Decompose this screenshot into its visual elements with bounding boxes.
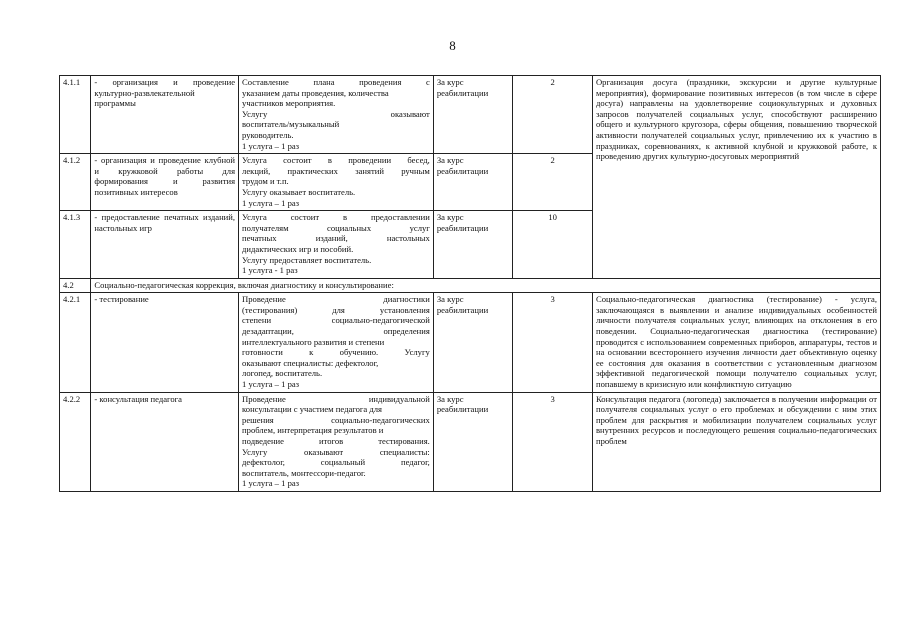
service-term: За курс реабилитации — [433, 154, 513, 211]
service-name: - организация и проведение клубной и кружковой работы для формирования и развития позитивных интересов — [91, 154, 239, 211]
row-number: 4.1.1 — [60, 76, 91, 154]
service-quantity: 10 — [513, 211, 593, 279]
section-title: Социально-педагогическая коррекция, включая диагностику и консультирование: — [91, 278, 881, 293]
table-row — [60, 392, 881, 491]
service-description: Составление плана проведения с указанием даты проведения, количества участников мероприятия. Услугу оказывают воспитатель/музыкальный руководитель. 1 услуга – 1 раз — [239, 76, 434, 154]
service-description: Услуга состоит в проведении бесед, лекций, практических занятий ручным трудом и т.п. Услугу оказывает воспитатель. 1 услуга – 1 раз — [239, 154, 434, 211]
service-name: - организация и проведение культурно-развлекательной программы — [91, 76, 239, 154]
service-name: - тестирование — [91, 293, 239, 392]
service-term: За курс реабилитации — [433, 76, 513, 154]
service-result: Организация досуга (праздники, экскурсии и другие культурные мероприятия), формирование позитивных интересов (в том числе в сфере досуга) направлены на удовлетворение социокультурных и духовных запросов получателей социальных услуг, способствуют расширению общего и культурного кругозора, сферы общения, повышению творческой активности получателей социальных услуг, привлечению их к участию в праздниках, соревнованиях, к активной клубной и кружковой работе, к проведению других культурно-досуговых мероприятий — [592, 76, 880, 279]
page-number: 8 — [449, 38, 456, 53]
service-quantity: 3 — [513, 392, 593, 491]
service-result: Социально-педагогическая диагностика (тестирование) - услуга, заключающаяся в выявлении и анализе индивидуальных особенностей личности получателя социальных услуг, влияющих на отклонения в его поведении. Социально-педагогическая диагностика (тестирование) проводится с использованием современных приборов, аппаратуры, тестов и на основании всестороннего изучения личности дает объективную оценку ее состояния для оказания в соответствии с установленным диагнозом эффективной педагогической помощи получателю социальных услуг, попавшему в кризисную или конфликтную ситуацию — [592, 293, 880, 392]
section-row — [60, 278, 881, 293]
service-quantity: 2 — [513, 154, 593, 211]
services-table — [59, 75, 881, 492]
service-description: Проведение индивидуальной консультации с участием педагога для решения социально-педагогических проблем, интерпретация результатов и подведение итогов тестирования. Услугу оказывают специалисты: дефектолог, социальный педагог, воспитатель, монтессори-педагог. 1 услуга – 1 раз — [239, 392, 434, 491]
service-term: За курс реабилитации — [433, 392, 513, 491]
service-term: За курс реабилитации — [433, 211, 513, 279]
row-number: 4.1.2 — [60, 154, 91, 211]
section-number: 4.2 — [60, 278, 91, 293]
service-quantity: 3 — [513, 293, 593, 392]
service-result: Консультация педагога (логопеда) заключается в получении информации от получателя социальных услуг о его проблемах и обсуждении с ним этих проблем для раскрытия и мобилизации получателем социальных услуг внутренних ресурсов и последующего решения социально-педагогических проблем — [592, 392, 880, 491]
service-description: Услуга состоит в предоставлении получателям социальных услуг печатных изданий, настольных дидактических игр и пособий. Услугу предоставляет воспитатель. 1 услуга - 1 раз — [239, 211, 434, 279]
row-number: 4.1.3 — [60, 211, 91, 279]
service-name: - предоставление печатных изданий, настольных игр — [91, 211, 239, 279]
service-quantity: 2 — [513, 76, 593, 154]
row-number: 4.2.2 — [60, 392, 91, 491]
service-name: - консультация педагога — [91, 392, 239, 491]
table-row — [60, 293, 881, 392]
service-description: Проведение диагностики (тестирования) для установления степени социально-педагогической дезадаптации, определения интеллектуального развития и степени готовности к обучению. Услугу оказывают специалисты: дефектолог, логопед, воспитатель. 1 услуга – 1 раз — [239, 293, 434, 392]
service-term: За курс реабилитации — [433, 293, 513, 392]
table-row — [60, 76, 881, 154]
row-number: 4.2.1 — [60, 293, 91, 392]
